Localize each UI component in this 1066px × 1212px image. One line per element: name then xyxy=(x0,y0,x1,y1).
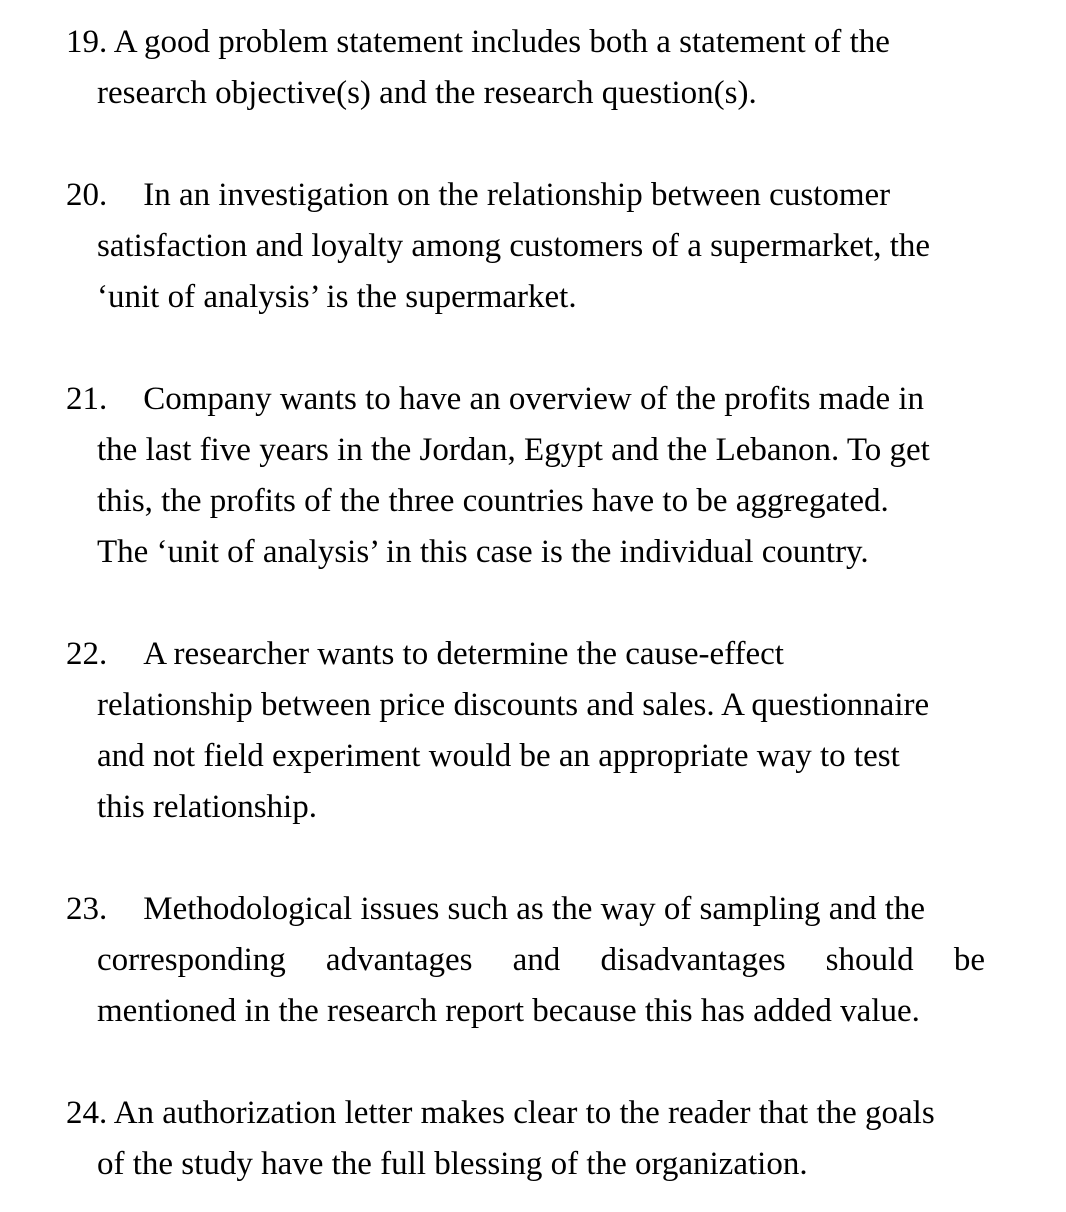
question-number: 24. xyxy=(66,1095,108,1131)
question-number: 21. xyxy=(66,381,108,417)
question-line: A researcher wants to determine the cause-effect xyxy=(143,636,784,672)
question-line: of the study have the full blessing of the organization. xyxy=(97,1146,808,1182)
question-line-justified xyxy=(97,935,985,986)
question-19 xyxy=(66,17,988,119)
word: be xyxy=(953,942,985,978)
question-number: 20. xyxy=(66,177,108,213)
word: disadvantages xyxy=(600,942,786,978)
question-line: mentioned in the research report because this has added value. xyxy=(97,993,920,1029)
question-line: Company wants to have an overview of the profits made in xyxy=(143,381,925,417)
question-24 xyxy=(66,1088,988,1190)
question-line: ‘unit of analysis’ is the supermarket. xyxy=(97,279,577,315)
question-line: this, the profits of the three countries have to be aggregated. xyxy=(97,483,889,519)
question-number: 22. xyxy=(66,636,108,672)
question-line: A good problem statement includes both a statement of the xyxy=(113,24,890,60)
question-line: An authorization letter makes clear to the reader that the goals xyxy=(113,1095,935,1131)
word: and xyxy=(512,942,561,978)
question-line: this relationship. xyxy=(97,789,317,825)
question-line: In an investigation on the relationship between customer xyxy=(143,177,891,213)
question-line: the last five years in the Jordan, Egypt and the Lebanon. To get xyxy=(97,432,930,468)
question-number: 23. xyxy=(66,891,108,927)
question-number: 19. xyxy=(66,24,108,60)
question-line: satisfaction and loyalty among customers of a supermarket, the xyxy=(97,228,931,264)
question-line: and not field experiment would be an appropriate way to test xyxy=(97,738,900,774)
word: advantages xyxy=(325,942,473,978)
question-line: relationship between price discounts and sales. A questionnaire xyxy=(97,687,930,723)
question-21 xyxy=(66,374,988,578)
question-line: Methodological issues such as the way of sampling and the xyxy=(143,891,926,927)
question-line: The ‘unit of analysis’ in this case is the individual country. xyxy=(97,534,869,570)
word: corresponding xyxy=(97,942,286,978)
question-line: research objective(s) and the research question(s). xyxy=(97,75,757,111)
question-23 xyxy=(66,884,988,1037)
question-20 xyxy=(66,170,988,323)
word: should xyxy=(825,942,914,978)
question-22 xyxy=(66,629,988,833)
